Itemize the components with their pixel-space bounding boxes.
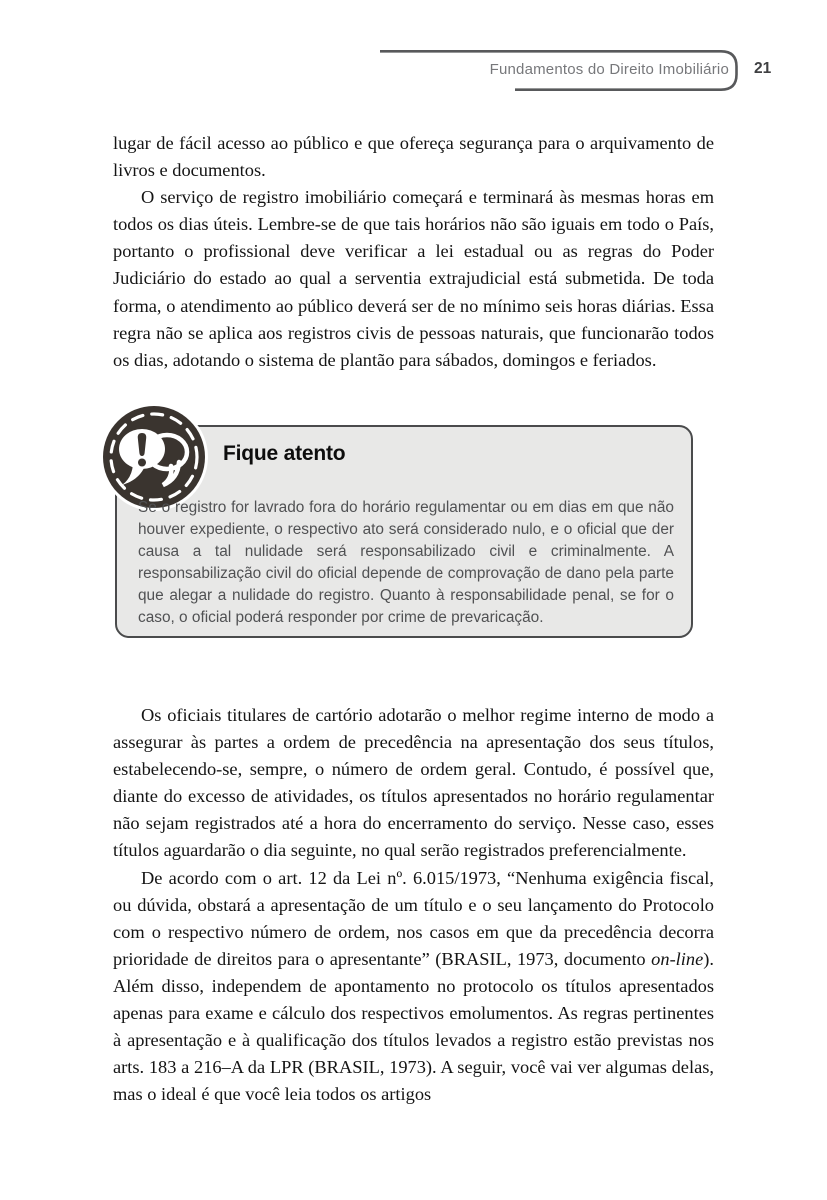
paragraph: Os oficiais titulares de cartório adotarão o melhor regime interno de modo a assegurar às partes a ordem de precedência na apresentação dos seus títulos, estabelecendo-se, sempre, o número de ordem geral. Contudo, é possível que, diante do excesso de atividades, os títulos apresentados no horário regulamentar não sejam registrados até a hora do encerramento do serviço. Nesse caso, esses títulos aguardarão o dia seguinte, no qual serão registrados preferencialmente. [113,705,714,861]
paragraph: O serviço de registro imobiliário começará e terminará às mesmas horas em todos os dias úteis. Lembre-se de que tais horários não são iguais em todo o País, portanto o profissional deve verificar a lei estadual ou as regras do Poder Judiciário do estado ao qual a serventia extrajudicial está submetida. De toda forma, o atendimento ao público deverá ser de no mínimo seis horas diárias. Essa regra não se aplica aos registros civis de pessoas naturais, que funcionarão todos os dias, adotando o sistema de plantão para sábados, domingos e feriados. [113,187,714,370]
page-number: 21 [754,60,772,77]
callout-text: Se o registro for lavrado fora do horário regulamentar ou em dias em que não houver expediente, o respectivo ato será considerado nulo, e o oficial que der causa a tal nulidade será responsabilizado civil e criminalmente. A responsabilização civil do oficial depende de comprovação de dano pela parte que alegar a nulidade do registro. Quanto à responsabilidade penal, se for o caso, o oficial poderá responder por crime de prevaricação. [138,499,674,627]
alert-speech-bubble-icon [99,402,209,512]
paragraph: lugar de fácil acesso ao público e que ofereça segurança para o arquivamento de livros e documentos. [113,133,714,181]
header-rule [0,0,827,120]
callout-box [115,425,693,638]
body-text-after-callout [113,702,714,1108]
running-header-title: Fundamentos do Direito Imobiliário [489,61,729,78]
body-text-before-callout [113,130,714,374]
callout-title: Fique atento [223,442,346,465]
paragraph: De acordo com o art. 12 da Lei nº. 6.015/1973, “Nenhuma exigência fiscal, ou dúvida, obstará a apresentação de um título e o seu lançamento do Protocolo com o respectivo número de ordem, nos casos em que da precedência decorra prioridade de direitos para o apresentante” (BRASIL, 1973, documento on-line). Além disso, independem de apontamento no protocolo os títulos apresentados apenas para exame e cálculo dos respectivos emolumentos. As regras pertinentes à apresentação e à qualificação dos títulos levados a registro estão previstas nos arts. 183 a 216–A da LPR (BRASIL, 1973). A seguir, você vai ver algumas delas, mas o ideal é que você leia todos os artigos [113,867,714,1105]
